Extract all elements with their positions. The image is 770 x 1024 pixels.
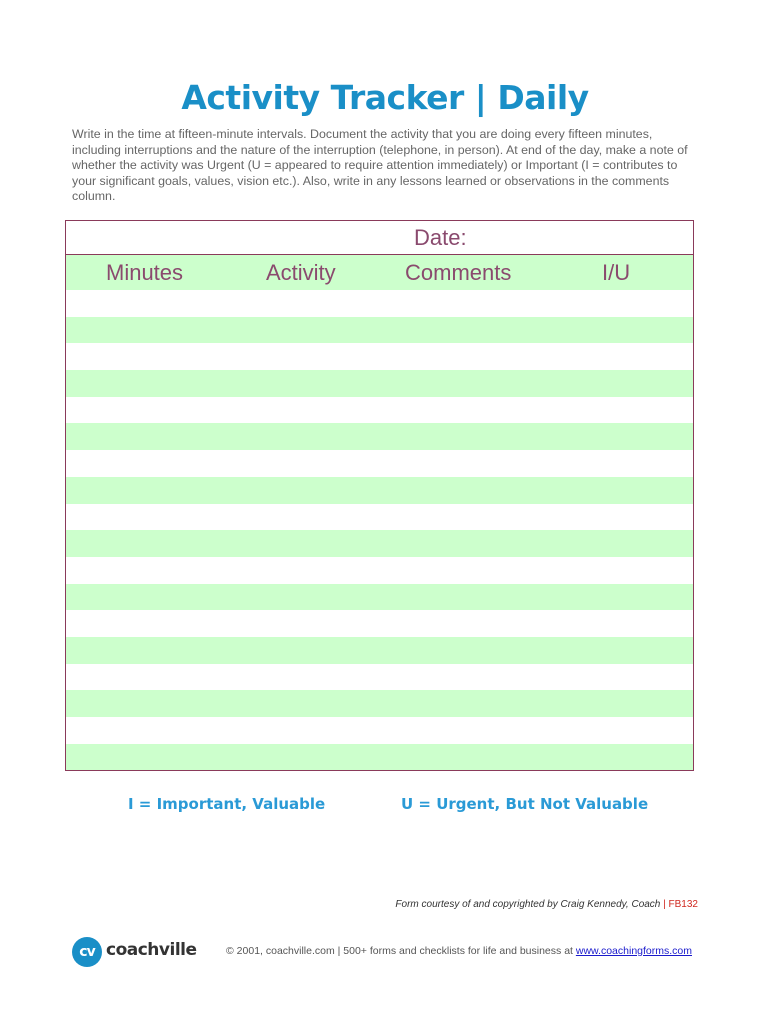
column-header-activity: Activity (266, 260, 336, 285)
table-row[interactable] (66, 717, 693, 744)
table-row[interactable] (66, 343, 693, 370)
column-header-comments: Comments (405, 260, 512, 285)
legend-urgent: U = Urgent, But Not Valuable (401, 795, 649, 813)
table-row[interactable] (66, 290, 693, 317)
legend-important: I = Important, Valuable (128, 795, 326, 813)
table-row[interactable] (66, 397, 693, 424)
date-row[interactable] (66, 221, 693, 255)
column-header-iu: I/U (602, 260, 631, 285)
column-header-row (66, 255, 693, 290)
date-label: Date: (414, 225, 467, 250)
table-row[interactable] (66, 664, 693, 691)
column-header-minutes: Minutes (106, 260, 184, 285)
courtesy-separator: | (660, 899, 669, 910)
table-row[interactable] (66, 477, 693, 504)
cv-logo-icon: cv (72, 937, 102, 967)
table-row[interactable] (66, 370, 693, 397)
footer-text: © 2001, coachville.com | 500+ forms and checklists for life and business at (226, 945, 576, 957)
courtesy-text: Form courtesy of and copyrighted by Craig Kennedy, Coach (395, 899, 661, 910)
instructions-text: Write in the time at fifteen-minute intervals. Document the activity that you are doing every fifteen minutes, including interruptions and the nature of the interruption (telephone, in person). At end of the day, make a note of whether the activity was Urgent (U = appeared to require attention immediately) or Important (I = contributes to your significant goals, values, vision etc.). Also, write in any lessons learned or observations in the comments column. (72, 127, 688, 204)
table-row[interactable] (66, 504, 693, 531)
table-row[interactable] (66, 317, 693, 344)
table-row[interactable] (66, 637, 693, 664)
courtesy-note (395, 899, 698, 910)
table-row[interactable] (66, 690, 693, 717)
logo-name: coachville (106, 940, 197, 960)
table-row[interactable] (66, 530, 693, 557)
form-code: FB132 (668, 899, 698, 910)
table-row[interactable] (66, 610, 693, 637)
footer (226, 945, 692, 957)
table-row[interactable] (66, 744, 693, 771)
table-body (66, 290, 693, 770)
table-row[interactable] (66, 584, 693, 611)
table-row[interactable] (66, 450, 693, 477)
table-row[interactable] (66, 557, 693, 584)
footer-link[interactable]: www.coachingforms.com (575, 945, 692, 957)
activity-table (65, 220, 694, 771)
page-title: Activity Tracker | Daily (181, 78, 589, 117)
table-row[interactable] (66, 423, 693, 450)
